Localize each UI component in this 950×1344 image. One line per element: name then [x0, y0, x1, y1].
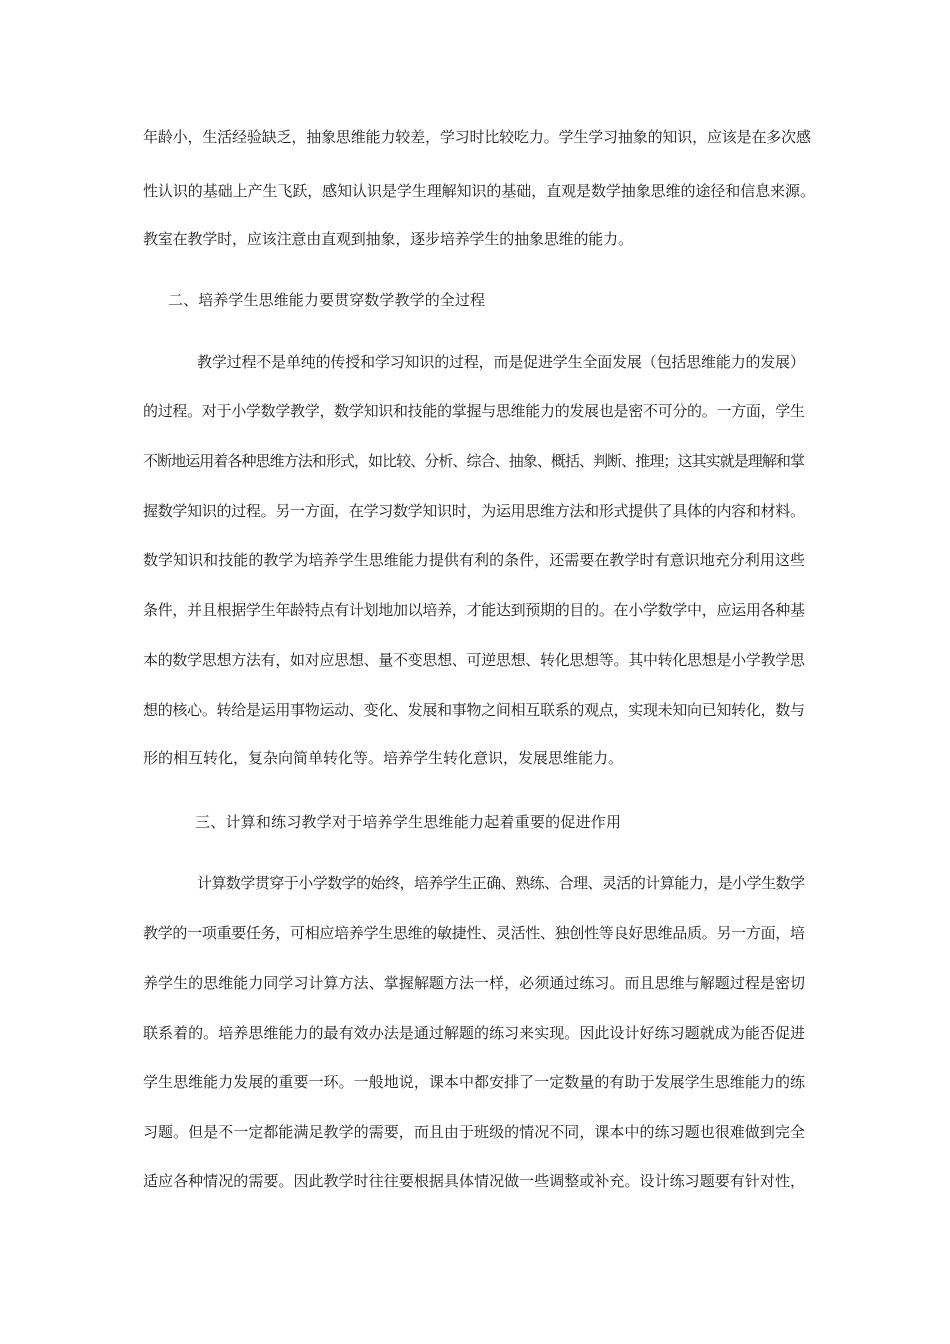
section-heading-3: 三、计算和练习教学对于培养学生思维能力起着重要的促进作用	[195, 813, 622, 831]
body-line: 性认识的基础上产生飞跃，感知认识是学生理解知识的基础，直观是数学抽象思维的途径和信息来源。	[143, 182, 815, 200]
body-line: 计算数学贯穿于小学数学的始终，培养学生正确、熟练、合理、灵活的计算能力，是小学生数学	[197, 874, 805, 892]
body-line: 想的核心。转给是运用事物运动、变化、发展和事物之间相互联系的观点，实现未知向已知转化，数与	[143, 701, 805, 719]
section-heading-2: 二、培养学生思维能力要贯穿数学教学的全过程	[168, 291, 486, 309]
body-line: 数学知识和技能的教学为培养学生思维能力提供有利的条件，还需要在教学时有意识地充分利用这些	[143, 551, 806, 569]
body-line: 形的相互转化，复杂向简单转化等。培养学生转化意识，发展思维能力。	[143, 749, 623, 767]
body-line: 学生思维能力发展的重要一环。一般地说，课本中都安排了一定数量的有助于发展学生思维能力的练	[143, 1073, 806, 1091]
body-line: 教学的一项重要任务，可相应培养学生思维的敏捷性、灵活性、独创性等良好思维品质。另一方面，培	[143, 924, 805, 942]
body-line: 养学生的思维能力同学习计算方法、掌握解题方法一样，必须通过练习。而且思维与解题过程是密切	[143, 974, 806, 992]
body-line: 联系着的。培养思维能力的最有效办法是通过解题的练习来实现。因此设计好练习题就成为能否促进	[143, 1024, 806, 1042]
body-line: 适应各种情况的需要。因此教学时往往要根据具体情况做一些调整或补充。设计练习题要有针对性，	[143, 1172, 806, 1190]
body-line: 教学过程不是单纯的传授和学习知识的过程，而是促进学生全面发展（包括思维能力的发展）	[197, 353, 805, 371]
body-line: 的过程。对于小学数学教学，数学知识和技能的掌握与思维能力的发展也是密不可分的。一方面，学生	[143, 402, 805, 420]
body-line: 年龄小，生活经验缺乏，抽象思维能力较差，学习时比较吃力。学生学习抽象的知识，应该是在多次感	[143, 128, 811, 146]
body-line: 教室在教学时，应该注意由直观到抽象，逐步培养学生的抽象思维的能力。	[143, 230, 633, 248]
body-line: 握数学知识的过程。另一方面，在学习数学知识时，为运用思维方法和形式提供了具体的内容和材料。	[143, 502, 805, 520]
body-line: 不断地运用着各种思维方法和形式，如比较、分析、综合、抽象、概括、判断、推理；这其实就是理解和掌	[143, 452, 805, 470]
body-line: 条件，并且根据学生年龄特点有计划地加以培养，才能达到预期的目的。在小学数学中，应运用各种基	[143, 601, 805, 619]
body-line: 习题。但是不一定都能满足教学的需要，而且由于班级的情况不同，课本中的练习题也很难做到完全	[143, 1123, 806, 1141]
body-line: 本的数学思想方法有，如对应思想、量不变思想、可逆思想、转化思想等。其中转化思想是小学教学思	[143, 651, 805, 669]
